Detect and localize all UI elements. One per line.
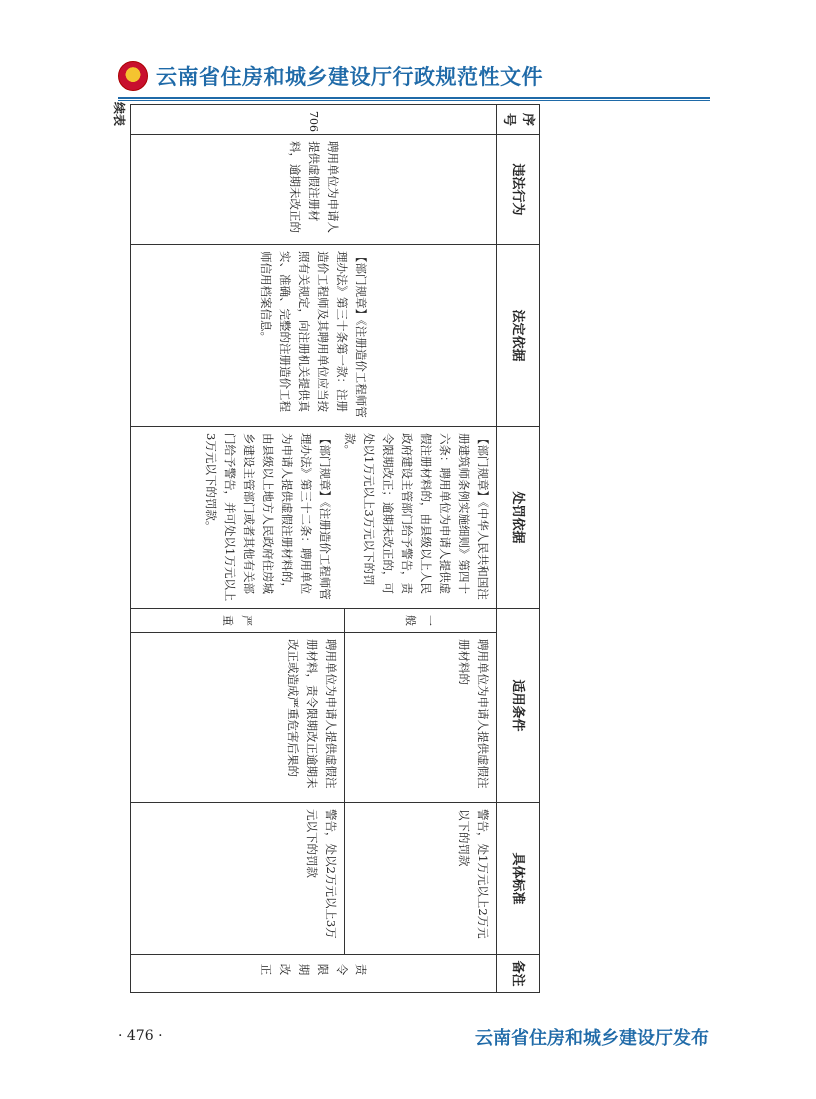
table-row (344, 105, 496, 993)
row-seq: 706 (131, 105, 497, 135)
national-emblem-icon (118, 61, 148, 91)
standard-serious: 警告，处以2万元以上3万元以下的罚款 (131, 803, 345, 955)
publisher: 云南省住房和城乡建设厅发布 (475, 1028, 709, 1049)
document-header (118, 60, 543, 92)
header-legal-basis: 法定依据 (497, 245, 540, 427)
table-header-row (497, 105, 540, 993)
header-act: 违法行为 (497, 135, 540, 245)
header-rule-thin (118, 100, 710, 101)
header-seq: 序号 (497, 105, 540, 135)
row-note: 责令限期改正 (131, 955, 497, 993)
page-number: · 476 · (118, 1028, 163, 1044)
condition-general: 聘用单位为申请人提供虚假注册材料的 (344, 633, 496, 803)
standard-general: 警告，处1万元以上2万元以下的罚款 (344, 803, 496, 955)
header-rule (118, 97, 710, 99)
penalty-basis-item: 【部门规章】《注册造价工程师管理办法》第三十二条：聘用单位为申请人提供虚假注册材料的，由县级以上地方人民政府住房城乡建设主管部门或者其他有关部门给予警告，并可处以1万元以上3万元以下的罚款。 (204, 433, 332, 602)
header-standard: 具体标准 (497, 803, 540, 955)
rotated-table-page (110, 104, 540, 992)
header-note: 备注 (497, 955, 540, 993)
level-general: 一般 (344, 609, 496, 633)
penalty-basis-item: 【部门规章】《中华人民共和国注册建筑师条例实施细则》第四十六条：聘用单位为申请人提供虚假注册材料的，由县级以上人民政府建设主管部门给予警告，责令限期改正；逾期未改正的，可处以1万元以上3万元以下的罚款。 (343, 433, 490, 600)
level-serious: 严重 (131, 609, 345, 633)
row-act: 聘用单位为申请人提供虚假注册材料，逾期未改正的 (131, 135, 497, 245)
header-condition: 适用条件 (497, 609, 540, 803)
continuation-label: 续表 (112, 102, 126, 127)
header-title: 云南省住房和城乡建设厅行政规范性文件 (156, 65, 543, 89)
header-penalty-basis: 处罚依据 (497, 427, 540, 609)
row-penalty-basis (131, 427, 497, 609)
condition-serious: 聘用单位为申请人提供虚假注册材料，责令限期改正逾期未改正或造成严重危害后果的 (131, 633, 345, 803)
penalty-standard-table (130, 104, 540, 993)
row-legal-basis: 【部门规章】《注册造价工程师管理办法》第三十条第一款：注册造价工程师及其聘用单位应当按照有关规定，向注册机关提供真实、准确、完整的注册造价工程师信用档案信息。 (131, 245, 497, 427)
